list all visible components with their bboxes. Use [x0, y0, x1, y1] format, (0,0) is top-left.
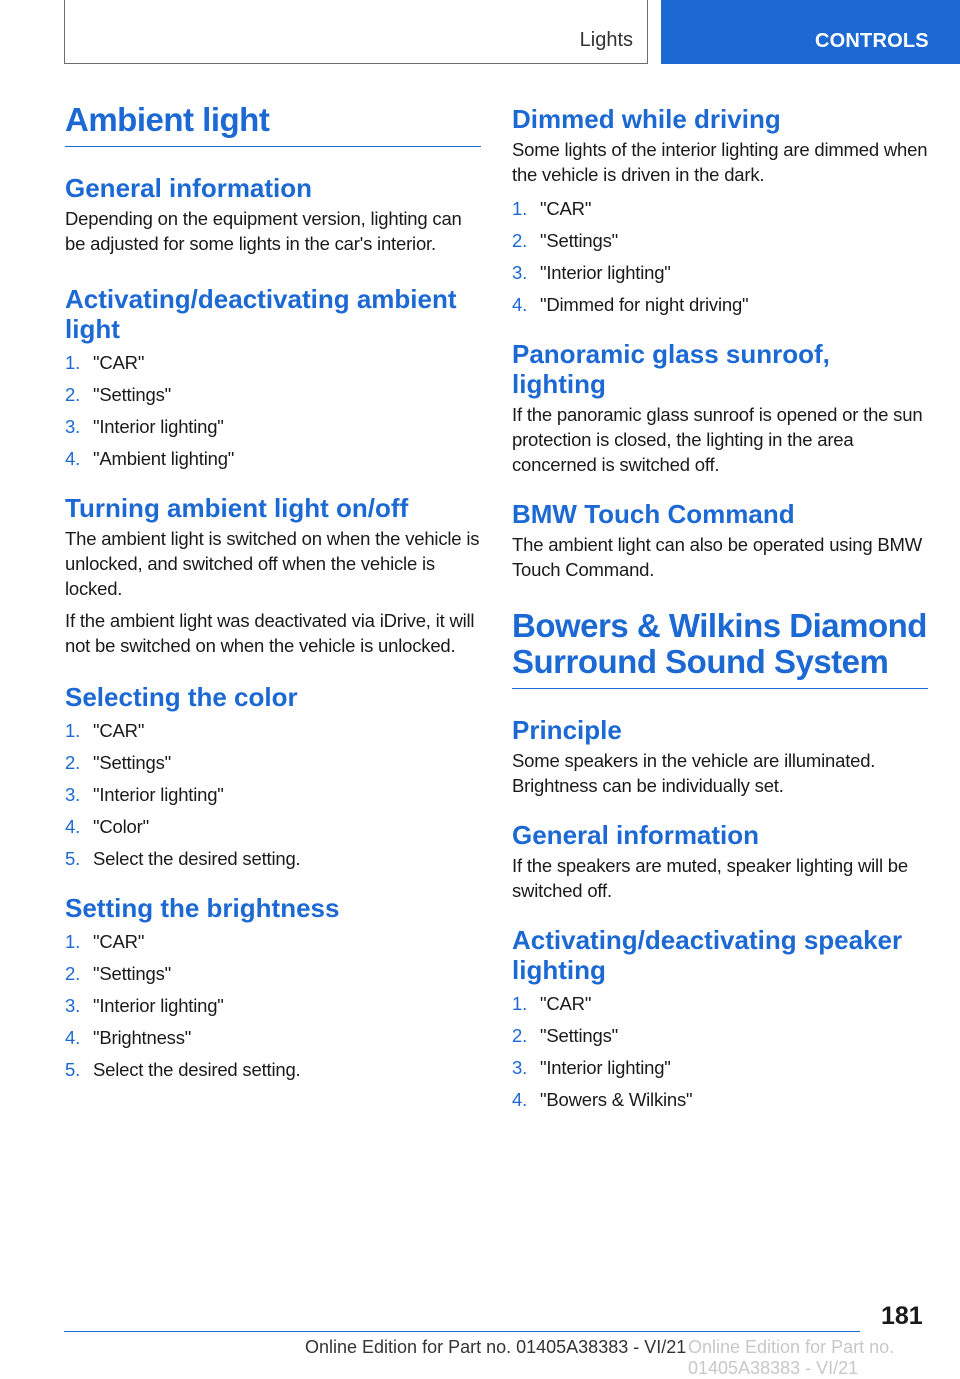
- list-item: 1. "CAR": [65, 352, 145, 373]
- steps-dimmed: [512, 193, 928, 321]
- heading-panoramic-sunroof: Panoramic glass sunroof, lighting: [512, 339, 830, 399]
- list-item: 3. "Interior lighting": [65, 995, 224, 1016]
- list-item: 2. "Settings": [65, 752, 171, 773]
- list-item: 3. "Interior lighting": [65, 784, 224, 805]
- heading-principle: Principle: [512, 715, 622, 745]
- steps-activating-ambient: [65, 347, 481, 475]
- heading-general-information: General information: [65, 173, 313, 203]
- heading-dimmed-while-driving: Dimmed while driving: [512, 104, 781, 134]
- steps-selecting-color: [65, 715, 481, 875]
- paragraph-principle: Some speakers in the vehicle are illuminated. Brightness can be individually set.: [512, 750, 876, 796]
- section-heading-ambient-light: Ambient light: [65, 102, 481, 147]
- heading-turning-on-off: Turning ambient light on/off: [65, 493, 409, 523]
- list-item: 3. "Interior lighting": [512, 1057, 671, 1078]
- paragraph-dimmed: Some lights of the interior lighting are dimmed when the vehicle is driven in the dark.: [512, 139, 928, 185]
- footer-watermark: Online Edition for Part no. 01405A38383 - VI/21: [688, 1337, 895, 1378]
- list-item: 2. "Settings": [65, 384, 171, 405]
- paragraph-turning-2: If the ambient light was deactivated via iDrive, it will not be switched on when the vehicle is unlocked.: [65, 610, 475, 656]
- chapter-tab-label: CONTROLS: [815, 30, 929, 52]
- list-item: 1. "CAR": [65, 931, 145, 952]
- list-item: 1. "CAR": [512, 993, 592, 1014]
- list-item: 2. "Settings": [512, 230, 618, 251]
- running-header: [64, 0, 648, 64]
- footer-edition: Online Edition for Part no. 01405A38383 - VI/21: [305, 1337, 687, 1357]
- section-heading-bowers-wilkins: Bowers & Wilkins Diamond Surround Sound System: [512, 608, 928, 689]
- heading-selecting-color: Selecting the color: [65, 682, 298, 712]
- list-item: 5. Select the desired setting.: [65, 1059, 301, 1080]
- list-item: 4. "Bowers & Wilkins": [512, 1089, 693, 1110]
- right-column: [512, 104, 928, 1116]
- list-item: 4. "Brightness": [65, 1027, 192, 1048]
- page-number: 181: [881, 1302, 923, 1330]
- paragraph-sunroof: If the panoramic glass sunroof is opened or the sun protection is closed, the lighting in the area concerned is switched off.: [512, 404, 923, 475]
- list-item: 4. "Dimmed for night driving": [512, 294, 749, 315]
- list-item: 3. "Interior lighting": [512, 262, 671, 283]
- footer-divider: [64, 1331, 860, 1332]
- list-item: 2. "Settings": [65, 963, 171, 984]
- left-column: [65, 102, 481, 1086]
- heading-activating-speaker: Activating/deactivating speaker lighting: [512, 925, 903, 985]
- list-item: 1. "CAR": [65, 720, 145, 741]
- heading-setting-brightness: Setting the brightness: [65, 893, 340, 923]
- list-item: 5. Select the desired setting.: [65, 848, 301, 869]
- heading-activating-ambient: Activating/deactivating ambient light: [65, 284, 457, 344]
- list-item: 4. "Ambient lighting": [65, 448, 235, 469]
- list-item: 3. "Interior lighting": [65, 416, 224, 437]
- steps-setting-brightness: [65, 926, 481, 1086]
- list-item: 2. "Settings": [512, 1025, 618, 1046]
- heading-bmw-touch-command: BMW Touch Command: [512, 499, 795, 529]
- paragraph-general-speakers: If the speakers are muted, speaker lighting will be switched off.: [512, 855, 908, 901]
- paragraph-touch-command: The ambient light can also be operated using BMW Touch Command.: [512, 534, 922, 580]
- list-item: 4. "Color": [65, 816, 149, 837]
- chapter-tab: [661, 0, 960, 64]
- heading-general-information-speakers: General information: [512, 820, 760, 850]
- section-title: Lights: [579, 29, 633, 51]
- steps-activating-speaker: [512, 988, 928, 1116]
- paragraph-general-information: Depending on the equipment version, lighting can be adjusted for some lights in the car's interior.: [65, 208, 462, 254]
- paragraph-turning-1: The ambient light is switched on when the vehicle is unlocked, and switched off when the vehicle is locked.: [65, 528, 480, 599]
- list-item: 1. "CAR": [512, 198, 592, 219]
